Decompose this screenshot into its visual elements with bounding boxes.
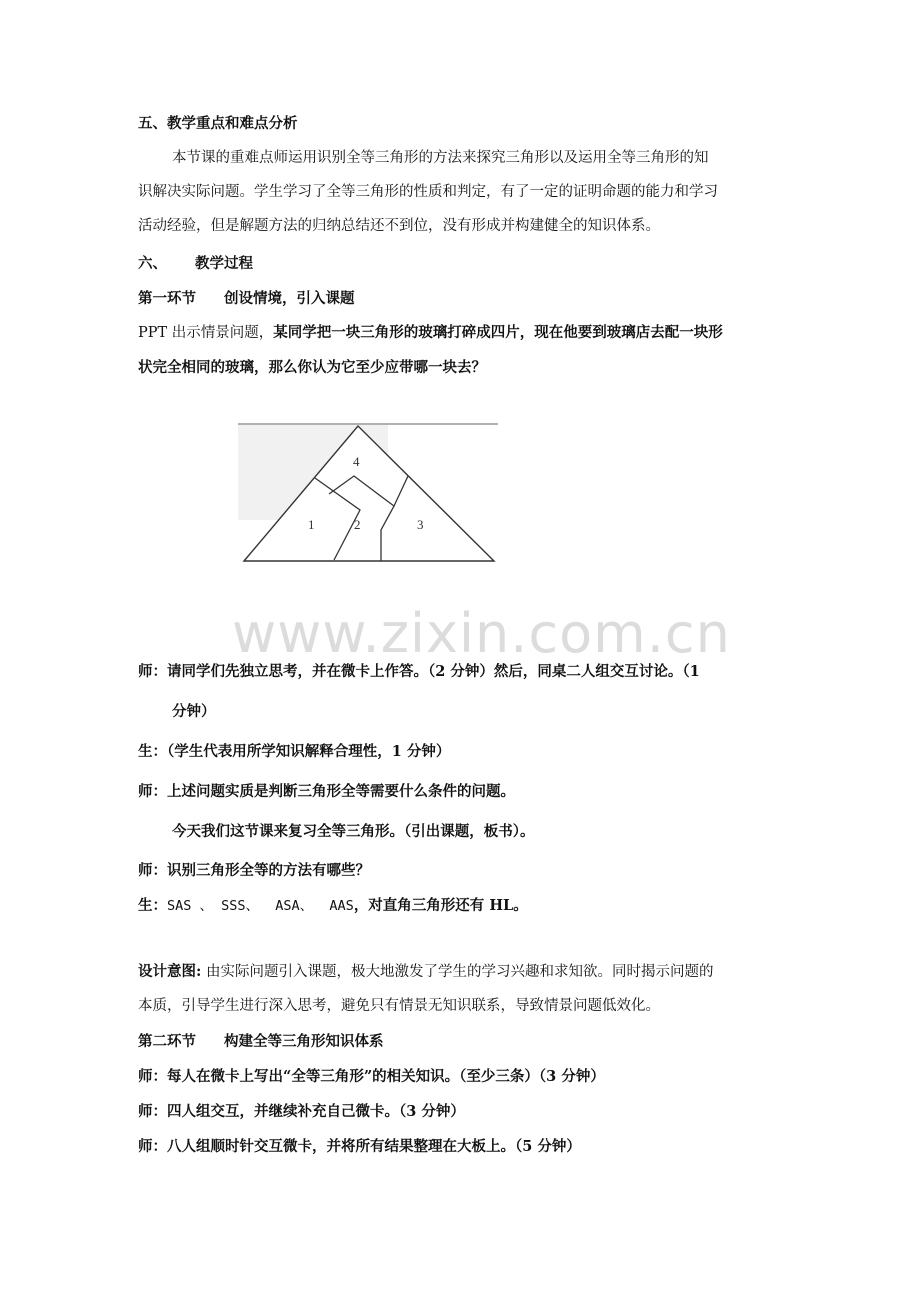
ppt-problem-line-1	[138, 323, 723, 343]
ppt-problem-line-2: 状完全相同的玻璃，那么你认为它至少应带哪一块去？	[138, 359, 486, 376]
design-intent-text-1: 由实际问题引入课题，极大地激发了学生的学习兴趣和求知欲。同时揭示问题的	[201, 964, 714, 980]
part-1-heading	[138, 289, 355, 309]
section-6-number: 六、	[138, 255, 167, 272]
student-line-2	[138, 896, 528, 916]
part-2-label: 第二环节	[138, 1033, 196, 1050]
part-2-title: 构建全等三角形知识体系	[224, 1033, 384, 1050]
teacher-line-5: 师：四人组交互，并继续补充自己微卡。（3 分钟）	[138, 1103, 465, 1120]
ppt-prefix: PPT 出示情景问题，	[138, 325, 274, 341]
section-6-title: 教学过程	[195, 255, 253, 272]
section-5-paragraph-line-2: 识解决实际问题。学生学习了全等三角形的性质和判定，有了一定的证明命题的能力和学习	[138, 184, 718, 200]
section-5-paragraph-line-1: 本节课的重难点师运用识别全等三角形的方法来探究三角形以及运用全等三角形的知	[172, 150, 709, 166]
section-6-heading	[138, 254, 253, 274]
student-line-1: 生：（学生代表用所学知识解释合理性，1 分钟）	[138, 743, 451, 760]
part-1-title: 创设情境，引入课题	[224, 290, 355, 307]
teacher-line-3: 师：识别三角形全等的方法有哪些？	[138, 862, 370, 879]
broken-triangle-figure	[236, 418, 500, 570]
teacher-line-2-continued: 今天我们这节课来复习全等三角形。（引出课题，板书）。	[172, 823, 535, 840]
section-5-paragraph-line-3: 活动经验，但是解题方法的归纳总结还不到位，没有形成并构建健全的知识体系。	[138, 218, 660, 234]
section-5-title: 五、教学重点和难点分析	[138, 115, 298, 132]
ppt-problem-bold-1: 某同学把一块三角形的玻璃打碎成四片，现在他要到玻璃店去配一块形	[273, 324, 723, 341]
teacher-line-1: 师：请同学们先独立思考，并在微卡上作答。（2 分钟）然后，同桌二人组交互讨论。（1	[138, 663, 700, 680]
piece-label-3: 3	[417, 517, 424, 532]
part-1-label: 第一环节	[138, 290, 196, 307]
piece-label-2: 2	[354, 517, 361, 532]
teacher-line-6: 师：八人组顺时针交互微卡，并将所有结果整理在大板上。（5 分钟）	[138, 1138, 581, 1155]
piece-label-1: 1	[308, 517, 315, 532]
design-intent-label: 设计意图:	[138, 963, 202, 980]
teacher-line-1-continued: 分钟）	[172, 703, 216, 720]
design-intent-line-1	[138, 962, 713, 982]
student-prefix: 生：	[138, 897, 167, 914]
watermark: www.zixin.com.cn	[232, 602, 731, 665]
teacher-line-4: 师：每人在微卡上写出“全等三角形”的相关知识。（至少三条）（3 分钟）	[138, 1068, 605, 1085]
teacher-line-2: 师：上述问题实质是判断三角形全等需要什么条件的问题。	[138, 783, 515, 800]
piece-label-4: 4	[353, 454, 360, 469]
student-suffix: ，对直角三角形还有 HL。	[353, 897, 528, 914]
design-intent-line-2: 本质，引导学生进行深入思考，避免只有情景无知识联系，导致情景问题低效化。	[138, 998, 660, 1014]
congruence-methods: SAS 、 SSS、 ASA、 AAS	[167, 898, 354, 914]
part-2-heading	[138, 1032, 384, 1052]
